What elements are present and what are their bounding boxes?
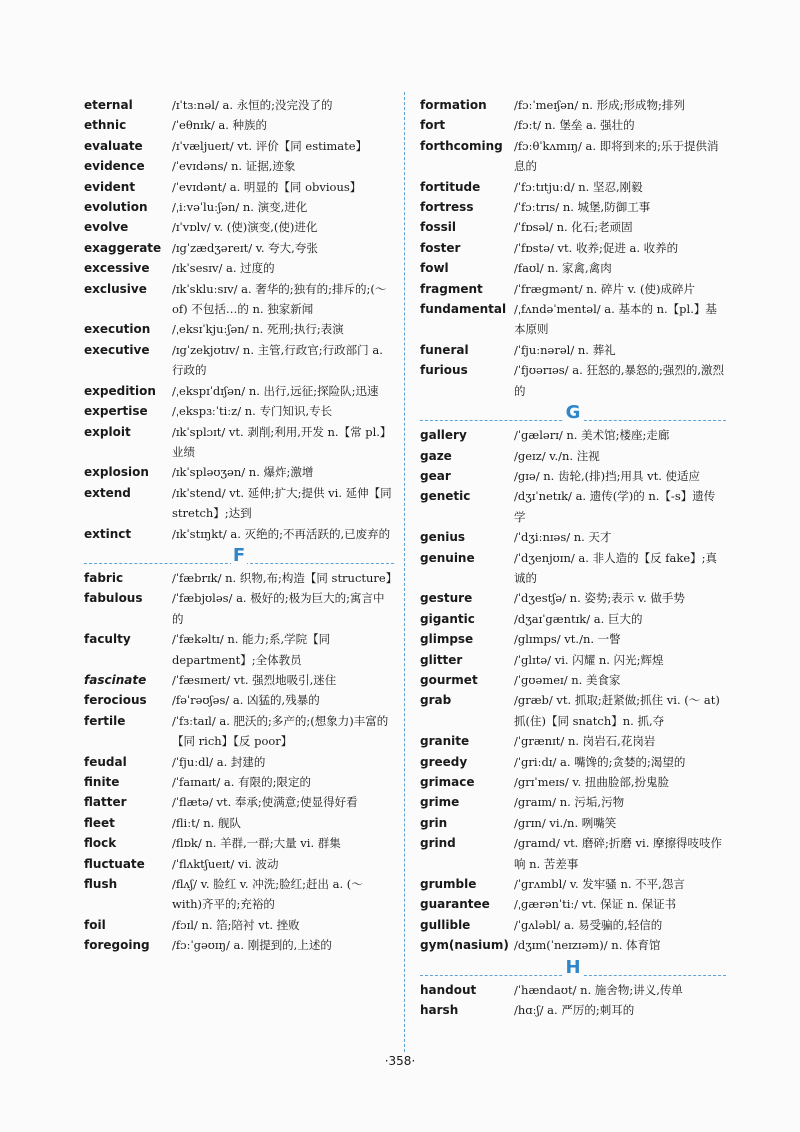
definition: /ˈfɜːtaɪl/ a. 肥沃的;多产的;(想象力)丰富的【同 rich】【反 poor】 xyxy=(172,713,389,749)
definition: /fliːt/ n. 舰队 xyxy=(172,815,241,830)
dictionary-entry xyxy=(420,340,726,360)
headword: evolve xyxy=(84,220,129,235)
headword: executive xyxy=(84,342,150,357)
definition: /ˌgærənˈtiː/ vt. 保证 n. 保证书 xyxy=(514,897,677,912)
definition: /ɪkˈstɪŋkt/ a. 灭绝的;不再活跃的,已废弃的 xyxy=(172,526,391,541)
definition: /ˈfæbjʊləs/ a. 极好的;极为巨大的;寓言中的 xyxy=(172,591,385,626)
dictionary-entry xyxy=(84,95,394,115)
dictionary-entry xyxy=(420,299,726,340)
dictionary-entry xyxy=(84,629,394,670)
definition: /fɔːt/ n. 堡垒 a. 强壮的 xyxy=(514,118,635,133)
headword: glimpse xyxy=(420,632,474,647)
dictionary-entry xyxy=(84,915,394,935)
headword: greedy xyxy=(420,754,468,769)
headword: fortitude xyxy=(420,179,481,194)
definition: /ˈevɪdənt/ a. 明显的【同 obvious】 xyxy=(172,179,362,194)
entries-f-continued xyxy=(420,95,726,401)
entries-g xyxy=(420,425,726,956)
headword: forthcoming xyxy=(420,138,503,153)
dictionary-entry xyxy=(420,258,726,278)
dictionary-entry xyxy=(420,731,726,751)
definition: /ˈdʒiːnɪəs/ n. 天才 xyxy=(514,530,612,545)
headword: finite xyxy=(84,775,120,789)
dictionary-entry xyxy=(84,935,394,955)
headword: guarantee xyxy=(420,897,490,912)
definition: /ˈfjuːdl/ a. 封建的 xyxy=(172,754,266,769)
definition: /flɒk/ n. 羊群,一群;大量 vi. 群集 xyxy=(172,836,341,851)
definition: /ˌiːvəˈluːʃən/ n. 演变,进化 xyxy=(172,200,308,215)
headword: evaluate xyxy=(84,138,143,153)
dictionary-entry xyxy=(84,874,394,915)
dictionary-entry xyxy=(420,279,726,299)
definition: /græb/ vt. 抓取;赶紧做;抓住 vi. (～ at)抓(住)【同 snatch】n. 抓,夺 xyxy=(514,693,720,728)
definition: /hɑːʃ/ a. 严厉的;刺耳的 xyxy=(514,1003,635,1018)
definition: /graɪm/ n. 污垢,污物 xyxy=(514,795,625,810)
definition: /fɔːθˈkʌmɪŋ/ a. 即将到来的;乐于提供消息的 xyxy=(514,138,719,174)
headword: flock xyxy=(84,836,117,851)
headword: fundamental xyxy=(420,302,507,317)
headword: extend xyxy=(84,485,131,500)
headword: grab xyxy=(420,693,452,708)
entries-e xyxy=(84,95,394,544)
definition: /ˈfjuːnərəl/ n. 葬礼 xyxy=(514,342,616,357)
dictionary-entry xyxy=(420,609,726,629)
dictionary-entry xyxy=(84,792,394,812)
definition: /gɪə/ n. 齿轮,(排)挡;用具 vt. 使适应 xyxy=(514,468,701,483)
headword: gym(nasium) xyxy=(420,938,509,953)
definition: /ˈgriːdɪ/ a. 嘴馋的;贪婪的;渴望的 xyxy=(514,754,686,769)
headword: granite xyxy=(420,734,470,749)
dictionary-entry xyxy=(84,772,394,792)
headword: gear xyxy=(420,468,451,483)
dictionary-entry xyxy=(84,813,394,833)
headword: gaze xyxy=(420,448,452,463)
headword: foil xyxy=(84,917,106,932)
dictionary-entry xyxy=(84,483,394,524)
definition: /ˈfɒstə/ vt. 收养;促进 a. 收养的 xyxy=(514,240,679,255)
dictionary-entry xyxy=(420,792,726,812)
dictionary-entry xyxy=(84,690,394,710)
dictionary-entry xyxy=(84,115,394,135)
definition: /ɪgˈzædʒəreɪt/ v. 夸大,夸张 xyxy=(172,240,318,255)
dictionary-entry xyxy=(420,95,726,115)
headword: fortress xyxy=(420,200,474,215)
dictionary-entry xyxy=(84,238,394,258)
definition: /ˈgʌləbl/ a. 易受骗的,轻信的 xyxy=(514,917,663,932)
definition: /fəˈrəʊʃəs/ a. 凶猛的,残暴的 xyxy=(172,693,320,708)
definition: /glɪmps/ vt./n. 一瞥 xyxy=(514,632,621,647)
headword: exclusive xyxy=(84,281,147,296)
column-divider xyxy=(404,92,405,1052)
headword: grin xyxy=(420,815,448,830)
dictionary-entry xyxy=(84,319,394,339)
dictionary-entry xyxy=(84,854,394,874)
dictionary-entry xyxy=(420,136,726,177)
headword: evident xyxy=(84,179,136,194)
dictionary-entry xyxy=(84,401,394,421)
definition: /ˈgrʌmbl/ v. 发牢骚 n. 不平,怨言 xyxy=(514,877,685,892)
headword: furious xyxy=(420,363,468,378)
dictionary-entry xyxy=(420,915,726,935)
definition: /fɔːˈgəʊɪŋ/ a. 刚提到的,上述的 xyxy=(172,938,332,953)
dictionary-entry xyxy=(420,772,726,792)
headword: grumble xyxy=(420,877,477,892)
entries-f xyxy=(84,568,398,956)
definition: /ɪkˈskluːsɪv/ a. 奢华的;独有的;排斥的;(～ of) 不包括…的 n. 独家新闻 xyxy=(172,281,387,317)
definition: /ˈgrænɪt/ n. 岗岩石,花岗岩 xyxy=(514,734,656,749)
section-letter: G xyxy=(565,402,581,424)
definition: /ˈhændaʊt/ n. 施舍物;讲义,传单 xyxy=(514,982,683,997)
dictionary-entry xyxy=(420,238,726,258)
headword: foregoing xyxy=(84,938,150,953)
headword: handout xyxy=(420,982,477,997)
headword: grimace xyxy=(420,775,475,789)
headword: gullible xyxy=(420,917,471,932)
headword: gesture xyxy=(420,591,473,606)
headword: grind xyxy=(420,836,456,851)
headword: fossil xyxy=(420,220,456,235)
dictionary-entry xyxy=(84,177,394,197)
section-header-f xyxy=(84,546,394,566)
headword: formation xyxy=(420,98,487,112)
headword: exploit xyxy=(84,424,131,439)
headword: faculty xyxy=(84,632,131,647)
definition: /ˈflætə/ vt. 奉承;使满意;使显得好看 xyxy=(172,795,358,810)
definition: /ˈfæsɪneɪt/ vt. 强烈地吸引,迷住 xyxy=(172,672,337,687)
dictionary-entry xyxy=(420,588,726,608)
dictionary-entry xyxy=(84,217,394,237)
definition: /ɪkˈstend/ vt. 延伸;扩大;提供 vi. 延伸【同 stretch】;达到 xyxy=(172,485,392,521)
dictionary-entry xyxy=(420,446,726,466)
headword: fowl xyxy=(420,261,449,276)
dictionary-entry xyxy=(420,527,726,547)
headword: evidence xyxy=(84,159,145,174)
dictionary-entry xyxy=(84,156,394,176)
dictionary-entry xyxy=(420,690,726,731)
dictionary-entry xyxy=(84,588,394,629)
dictionary-entry xyxy=(84,279,394,320)
dictionary-entry xyxy=(420,894,726,914)
definition: /ɪˈtɜːnəl/ a. 永恒的;没完没了的 xyxy=(172,98,333,112)
dictionary-entry xyxy=(420,548,726,589)
definition: /ɪkˈspləʊʒən/ n. 爆炸;激增 xyxy=(172,465,314,480)
dictionary-entry xyxy=(84,340,394,381)
headword: extinct xyxy=(84,526,132,541)
dictionary-entry xyxy=(420,752,726,772)
page-number: ·358· xyxy=(384,1054,416,1068)
headword: fabric xyxy=(84,570,124,585)
definition: /ˈfaɪnaɪt/ a. 有限的;限定的 xyxy=(172,775,311,789)
definition: /ɪkˈsplɔɪt/ vt. 剥削;利用,开发 n.【常 pl.】业绩 xyxy=(172,424,392,459)
dictionary-entry xyxy=(420,629,726,649)
dictionary-entry xyxy=(420,935,726,955)
headword: execution xyxy=(84,322,151,337)
section-letter: F xyxy=(232,544,246,566)
dictionary-entry xyxy=(420,833,726,874)
headword: gourmet xyxy=(420,672,478,687)
section-letter: H xyxy=(565,956,581,978)
headword: fluctuate xyxy=(84,856,145,871)
definition: /geɪz/ v./n. 注视 xyxy=(514,448,600,463)
headword: fort xyxy=(420,118,446,133)
definition: /ˈglɪtə/ vi. 闪耀 n. 闪光;辉煌 xyxy=(514,652,664,667)
definition: /ˌekspɜːˈtiːz/ n. 专门知识,专长 xyxy=(172,404,333,419)
definition: /ɪkˈsesɪv/ a. 过度的 xyxy=(172,261,275,276)
dictionary-entry xyxy=(84,136,394,156)
headword: gigantic xyxy=(420,611,475,626)
headword: foster xyxy=(420,240,461,255)
dictionary-entry xyxy=(420,425,726,445)
definition: /ˈfæbrɪk/ n. 织物,布;构造【同 structure】 xyxy=(172,570,398,585)
headword: ethnic xyxy=(84,118,127,133)
definition: /graɪnd/ vt. 磨碎;折磨 vi. 摩擦得吱吱作响 n. 苦差事 xyxy=(514,836,723,871)
definition: /dʒɪˈnetɪk/ a. 遗传(学)的 n.【-s】遗传学 xyxy=(514,489,716,524)
section-header-h xyxy=(420,958,726,978)
definition: /ˈfɒsəl/ n. 化石;老顽固 xyxy=(514,220,633,235)
headword: gallery xyxy=(420,428,467,443)
definition: /ɪˈvɒlv/ v. (使)演变,(使)进化 xyxy=(172,220,318,235)
headword: evolution xyxy=(84,200,148,215)
headword: glitter xyxy=(420,652,463,667)
headword: fleet xyxy=(84,815,115,830)
definition: /ɪˈvæljueɪt/ vt. 评价【同 estimate】 xyxy=(172,138,368,153)
left-column xyxy=(84,95,398,956)
headword: expertise xyxy=(84,404,148,419)
definition: /grɪˈmeɪs/ v. 扭曲脸部,扮鬼脸 xyxy=(514,775,669,789)
definition: /ˈfækəltɪ/ n. 能力;系,学院【同 department】;全体教员 xyxy=(172,632,331,667)
dictionary-entry xyxy=(420,466,726,486)
headword: genuine xyxy=(420,550,475,565)
definition: /ˈfɔːtɪtjuːd/ n. 坚忍,刚毅 xyxy=(514,179,643,194)
entries-h xyxy=(420,980,726,1021)
dictionary-entry xyxy=(420,980,726,1000)
headword: exaggerate xyxy=(84,240,162,255)
headword: funeral xyxy=(420,342,469,357)
definition: /flʌʃ/ v. 脸红 v. 冲洗;脸红;赶出 a. (～ with)齐平的;充裕的 xyxy=(172,877,363,912)
dictionary-entry xyxy=(420,650,726,670)
dictionary-entry xyxy=(84,422,394,463)
definition: /ˈdʒestʃə/ n. 姿势;表示 v. 做手势 xyxy=(514,591,685,606)
dictionary-entry xyxy=(420,217,726,237)
headword: explosion xyxy=(84,465,149,480)
definition: /grɪn/ vi./n. 咧嘴笑 xyxy=(514,815,617,830)
dictionary-entry xyxy=(420,813,726,833)
headword: excessive xyxy=(84,261,150,276)
definition: /ˈeθnɪk/ a. 种族的 xyxy=(172,118,268,133)
headword: fabulous xyxy=(84,591,143,606)
dictionary-entry xyxy=(84,462,394,482)
headword: flatter xyxy=(84,795,127,810)
headword: fragment xyxy=(420,281,483,296)
definition: /dʒaɪˈgæntɪk/ a. 巨大的 xyxy=(514,611,643,626)
headword: genius xyxy=(420,530,466,545)
headword: eternal xyxy=(84,98,133,112)
definition: /ˌeksɪˈkjuːʃən/ n. 死刑;执行;表演 xyxy=(172,322,344,337)
dictionary-entry xyxy=(84,752,394,772)
headword: ferocious xyxy=(84,693,147,708)
section-header-g xyxy=(420,403,726,423)
definition: /faʊl/ n. 家禽,禽肉 xyxy=(514,261,612,276)
headword: expedition xyxy=(84,383,156,398)
dictionary-entry xyxy=(84,197,394,217)
headword: harsh xyxy=(420,1003,459,1018)
right-column xyxy=(420,95,726,1020)
dictionary-entry xyxy=(420,486,726,527)
dictionary-entry xyxy=(84,524,394,544)
definition: /fɔɪl/ n. 箔;陪衬 vt. 挫败 xyxy=(172,917,300,932)
definition: /ˈflʌktʃueɪt/ vi. 波动 xyxy=(172,856,279,871)
definition: /ɪgˈzekjʊtɪv/ n. 主管,行政官;行政部门 a. 行政的 xyxy=(172,342,383,378)
definition: /ˈfɔːtrɪs/ n. 城堡,防御工事 xyxy=(514,200,651,215)
dictionary-entry xyxy=(84,381,394,401)
definition: /ˈfrægmənt/ n. 碎片 v. (使)成碎片 xyxy=(514,281,696,296)
headword: grime xyxy=(420,795,460,810)
definition: /ˈfjʊərɪəs/ a. 狂怒的,暴怒的;强烈的,激烈的 xyxy=(514,363,725,398)
definition: /ˌfʌndəˈmentəl/ a. 基本的 n.【pl.】基本原则 xyxy=(514,302,717,337)
definition: /ˈdʒenjʊɪn/ a. 非人造的【反 fake】;真诚的 xyxy=(514,550,717,585)
dictionary-entry xyxy=(84,711,394,752)
definition: /ˈgælərɪ/ n. 美术馆;楼座;走廊 xyxy=(514,428,670,443)
dictionary-entry xyxy=(84,833,394,853)
headword: genetic xyxy=(420,489,471,504)
headword: fertile xyxy=(84,713,126,728)
dictionary-entry xyxy=(84,670,394,690)
definition: /ˈgʊəmeɪ/ n. 美食家 xyxy=(514,672,621,687)
definition: /dʒɪm(ˈneɪzɪəm)/ n. 体育馆 xyxy=(514,938,661,953)
dictionary-entry xyxy=(84,258,394,278)
dictionary-entry xyxy=(420,177,726,197)
headword: fascinate xyxy=(84,672,147,687)
dictionary-entry xyxy=(420,360,726,401)
dictionary-entry xyxy=(84,568,398,588)
dictionary-entry xyxy=(420,197,726,217)
headword: flush xyxy=(84,877,118,892)
definition: /ˌekspɪˈdɪʃən/ n. 出行,远征;探险队;迅速 xyxy=(172,383,379,398)
headword: feudal xyxy=(84,754,127,769)
definition: /fɔːˈmeɪʃən/ n. 形成;形成物;排列 xyxy=(514,98,685,112)
dictionary-entry xyxy=(420,115,726,135)
dictionary-entry xyxy=(420,670,726,690)
definition: /ˈevɪdəns/ n. 证据,迹象 xyxy=(172,159,296,174)
dictionary-entry xyxy=(420,1000,726,1020)
dictionary-entry xyxy=(420,874,726,894)
